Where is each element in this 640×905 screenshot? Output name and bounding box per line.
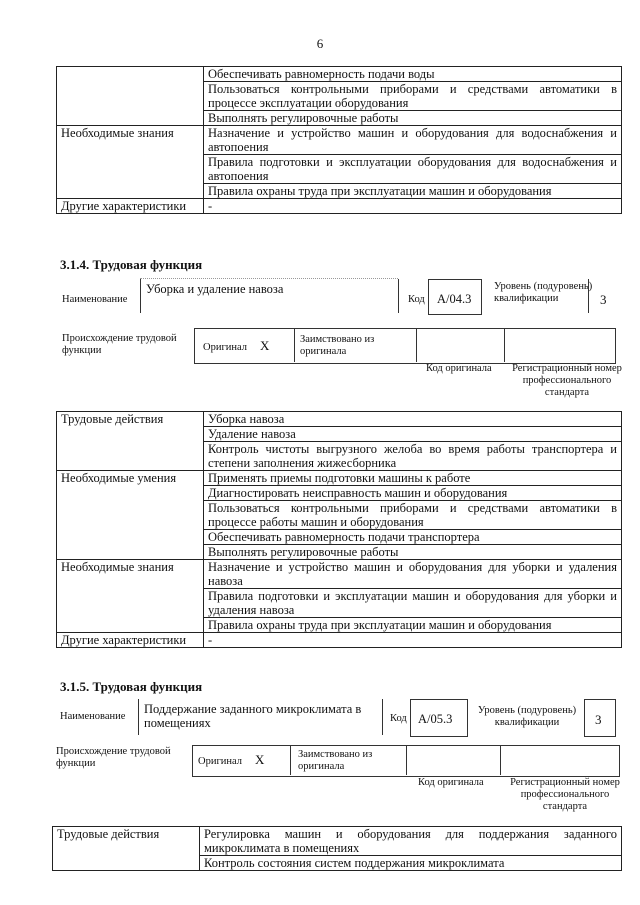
- page-number: 6: [316, 36, 324, 51]
- table-cell: Применять приемы подготовки машины к работе: [204, 471, 622, 486]
- code-label: Код: [408, 294, 425, 305]
- table-cell: Удаление навоза: [204, 427, 622, 442]
- row-label: Трудовые действия: [57, 412, 204, 471]
- code-orig-label: Код оригинала: [426, 363, 492, 374]
- table-cell: Диагностировать неисправность машин и оборудования: [204, 486, 622, 501]
- table-cell: Выполнять регулировочные работы: [204, 545, 622, 560]
- section-title-314: 3.1.4. Трудовая функция: [60, 257, 203, 272]
- table-cell: Правила подготовки и эксплуатации машин и оборудования для уборки и удаления навоза: [204, 589, 622, 618]
- original-mark: X: [260, 338, 270, 353]
- table-cell: Пользоваться контрольными приборами и средствами автоматики в процессе работы машин и оборудования: [204, 501, 622, 530]
- section-title-315: 3.1.5. Трудовая функция: [60, 679, 203, 694]
- table-cell: Правила подготовки и эксплуатации оборудования для водоснабжения и автопоения: [204, 155, 622, 184]
- top-table: [56, 66, 622, 214]
- name-label: Наименование: [60, 711, 126, 722]
- borrowed-label: Заимствовано из оригинала: [298, 749, 373, 772]
- table-row: [57, 199, 622, 214]
- code-label: Код: [390, 713, 407, 724]
- reg-num-label: Регистрационный номер профессионального стандарта: [512, 363, 622, 398]
- original-label: Оригинал: [198, 756, 242, 767]
- level-label: Уровень (подуровень) квалификации: [494, 281, 593, 304]
- table-cell: Назначение и устройство машин и оборудования для уборки и удаления навоза: [204, 560, 622, 589]
- row-label: Необходимые знания: [57, 560, 204, 633]
- level-label: Уровень (подуровень) квалификации: [477, 705, 577, 728]
- function-name: Поддержание заданного микроклимата в помещениях: [144, 702, 362, 730]
- borrowed-label: Заимствовано из оригинала: [300, 334, 375, 357]
- table-cell: Правила охраны труда при эксплуатации машин и оборудования: [204, 618, 622, 633]
- row-label: Необходимые знания: [57, 126, 204, 199]
- table-315: [52, 826, 622, 871]
- row-label: [57, 67, 204, 126]
- table-cell: Обеспечивать равномерность подачи воды: [204, 67, 622, 82]
- level-value: 3: [595, 712, 602, 727]
- table-row: [57, 67, 622, 82]
- table-cell: Регулировка машин и оборудования для поддержания заданного микроклимата в помещениях: [200, 827, 622, 856]
- table-row: [57, 560, 622, 589]
- table-cell: Контроль чистоты выгрузного желоба во время работы транспортера и степени заполнения жижесборника: [204, 442, 622, 471]
- table-cell: Обеспечивать равномерность подачи транспортера: [204, 530, 622, 545]
- name-label: Наименование: [62, 294, 128, 305]
- row-label: Трудовые действия: [53, 827, 200, 871]
- row-label: Другие характеристики: [57, 199, 204, 214]
- original-label: Оригинал: [203, 342, 247, 353]
- code-value: A/05.3: [418, 712, 453, 726]
- table-cell: Правила охраны труда при эксплуатации машин и оборудования: [204, 184, 622, 199]
- table-row: [57, 471, 622, 486]
- reg-num-label: Регистрационный номер профессионального стандарта: [510, 777, 620, 812]
- table-cell: -: [204, 633, 622, 648]
- original-mark: X: [255, 752, 265, 767]
- code-value: A/04.3: [437, 292, 472, 306]
- table-row: [53, 827, 622, 856]
- code-orig-label: Код оригинала: [418, 777, 484, 788]
- origin-label: Происхождение трудовой функции: [62, 333, 177, 356]
- table-row: [57, 633, 622, 648]
- row-label: Необходимые умения: [57, 471, 204, 560]
- table-cell: Выполнять регулировочные работы: [204, 111, 622, 126]
- table-cell: Контроль состояния систем поддержания микроклимата: [200, 856, 622, 871]
- table-cell: Уборка навоза: [204, 412, 622, 427]
- level-value: 3: [600, 292, 607, 307]
- table-cell: Пользоваться контрольными приборами и средствами автоматики в процессе эксплуатации оборудования: [204, 82, 622, 111]
- table-row: [57, 412, 622, 427]
- table-314: [56, 411, 622, 648]
- table-row: [57, 126, 622, 155]
- table-cell: Назначение и устройство машин и оборудования для водоснабжения и автопоения: [204, 126, 622, 155]
- table-cell: -: [204, 199, 622, 214]
- function-name: Уборка и удаление навоза: [146, 282, 284, 296]
- origin-label: Происхождение трудовой функции: [56, 746, 171, 769]
- row-label: Другие характеристики: [57, 633, 204, 648]
